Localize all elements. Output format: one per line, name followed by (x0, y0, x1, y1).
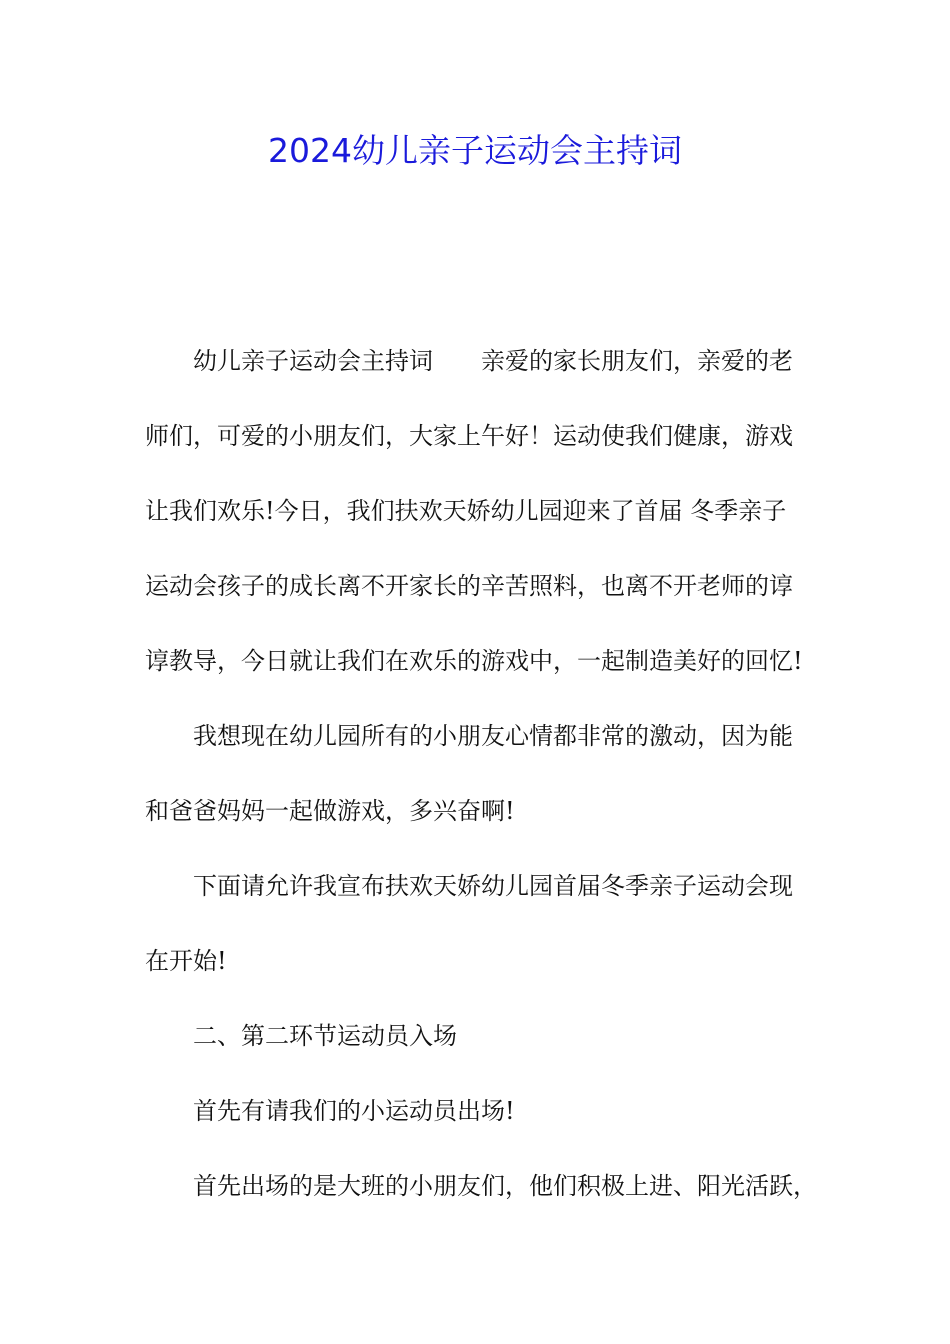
paragraph-line: 师们，可爱的小朋友们，大家上午好！运动使我们健康，游戏 (145, 422, 793, 450)
paragraph-line: 谆教导，今日就让我们在欢乐的游戏中，一起制造美好的回忆! (145, 647, 803, 675)
paragraph-line: 让我们欢乐!今日，我们扶欢天娇幼儿园迎来了首届 冬季亲子 (145, 497, 787, 525)
paragraph-line: 运动会孩子的成长离不开家长的辛苦照料，也离不开老师的谆 (145, 572, 793, 600)
paragraph-line (193, 344, 883, 378)
paragraph-line: 下面请允许我宣布扶欢天娇幼儿园首届冬季亲子运动会现 (193, 872, 793, 900)
paragraph-line: 首先出场的是大班的小朋友们，他们积极上进、阳光活跃， (193, 1172, 817, 1200)
document-title: 2024幼儿亲子运动会主持词 (268, 131, 682, 170)
section-heading: 二、第二环节运动员入场 (193, 1022, 457, 1050)
line-text: 亲爱的家长朋友们，亲爱的老 (481, 347, 793, 375)
paragraph-line: 我想现在幼儿园所有的小朋友心情都非常的激动，因为能 (193, 722, 793, 750)
paragraph-line: 首先有请我们的小运动员出场! (193, 1097, 515, 1125)
paragraph-line: 在开始! (145, 947, 227, 975)
line-text: 幼儿亲子运动会主持词 (193, 347, 433, 375)
paragraph-line: 和爸爸妈妈一起做游戏，多兴奋啊! (145, 797, 515, 825)
